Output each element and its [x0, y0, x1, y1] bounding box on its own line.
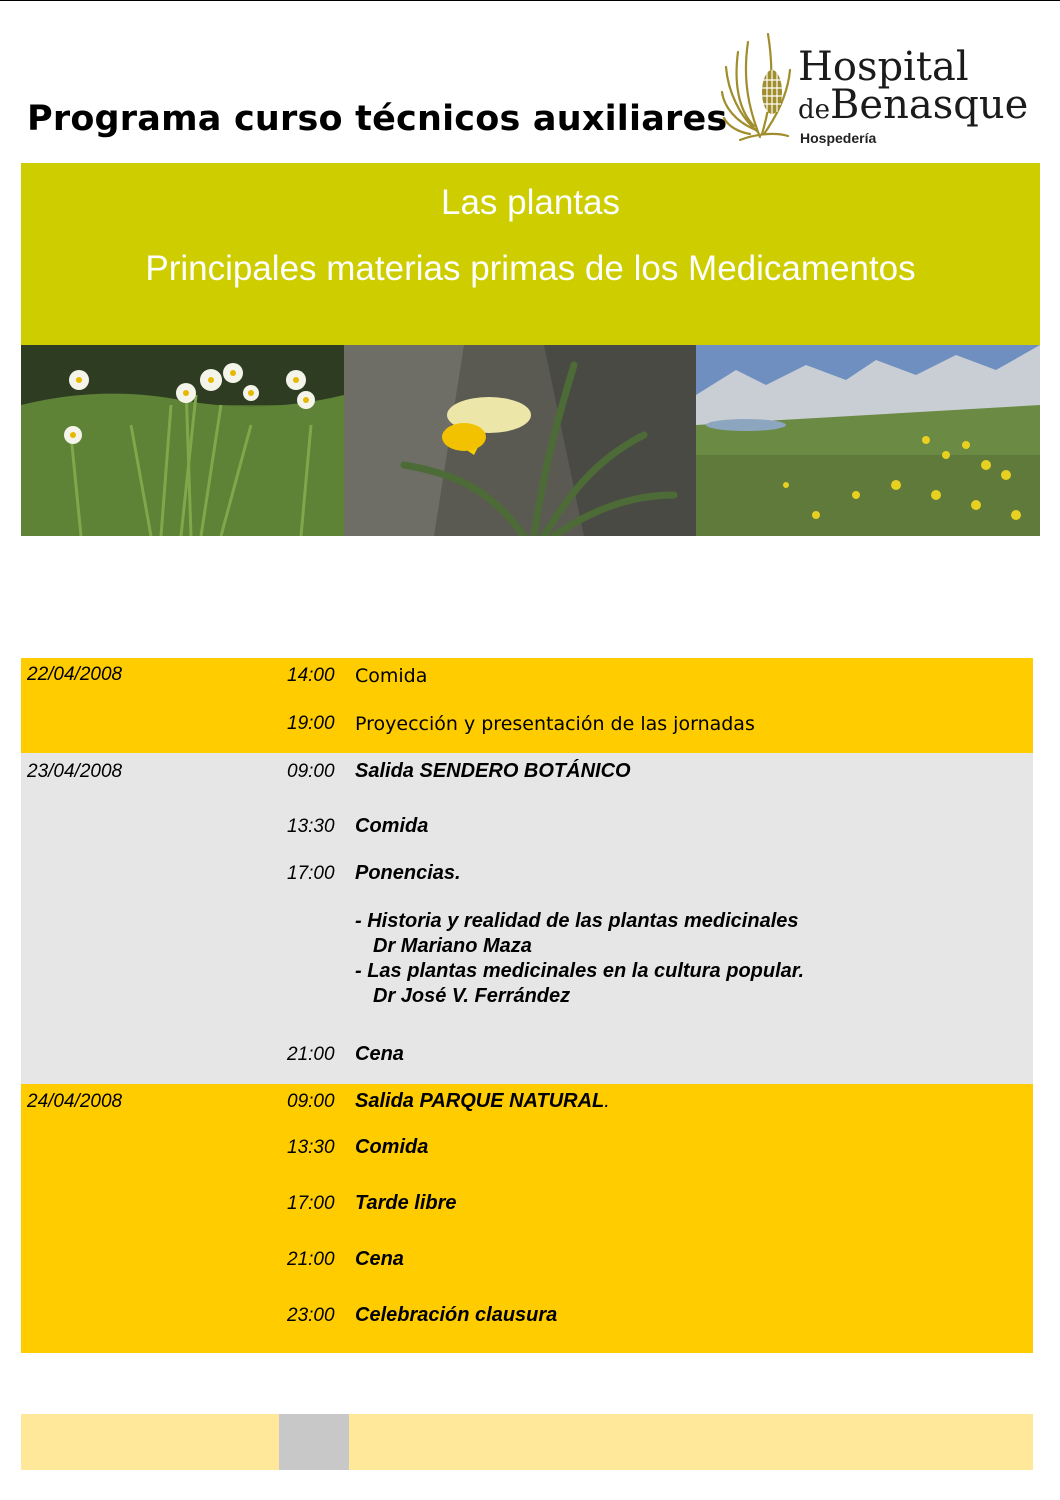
talk-title: - Las plantas medicinales en la cultura popular.: [355, 960, 805, 982]
event-activity: Comida: [355, 665, 428, 687]
event-activity-text: Salida PARQUE NATURAL: [355, 1090, 605, 1112]
logo-de-text: de: [798, 95, 831, 125]
banner-subtitle: Principales materias primas de los Medicamentos: [145, 249, 916, 288]
event-time: 13:30: [287, 1137, 335, 1158]
schedule-day-1: [21, 658, 1033, 753]
footer-band: [21, 1414, 1033, 1470]
event-activity-suffix: .: [604, 1090, 610, 1112]
event-activity: Comida: [355, 815, 429, 837]
logo-benasque-text: [798, 82, 1028, 128]
hospital-logo: [720, 22, 1040, 152]
event-activity: [355, 1090, 610, 1113]
event-activity: Tarde libre: [355, 1192, 457, 1214]
logo-benasque-word: Benasque: [830, 82, 1029, 128]
schedule-day-3: [21, 1084, 1033, 1353]
logo-hospederia-text: Hospedería: [800, 130, 877, 146]
event-activity: Ponencias.: [355, 862, 461, 884]
event-time: 17:00: [287, 863, 335, 884]
event-activity: Proyección y presentación de las jornadas: [355, 713, 755, 735]
day-date: 24/04/2008: [27, 1091, 123, 1112]
event-activity: Celebración clausura: [355, 1304, 558, 1326]
photo-yellow-daffodil-closeup: [344, 345, 696, 536]
title-banner: [21, 163, 1040, 345]
event-time: 21:00: [287, 1044, 335, 1065]
schedule-day-2: [21, 753, 1033, 1084]
event-time: 23:00: [287, 1305, 335, 1326]
talk-speaker: Dr José V. Ferrández: [373, 985, 571, 1007]
talk-speaker: Dr Mariano Maza: [373, 935, 532, 957]
photo-mountain-meadow-daffodils: [696, 345, 1040, 536]
event-activity: Cena: [355, 1043, 404, 1065]
photo-white-daffodils: [21, 345, 344, 536]
banner-title: Las plantas: [440, 183, 621, 222]
top-rule: [0, 0, 1060, 1]
event-time: 13:30: [287, 816, 335, 837]
day-date: 22/04/2008: [27, 664, 123, 685]
event-time: 14:00: [287, 665, 335, 686]
talk-title: - Historia y realidad de las plantas medicinales: [355, 910, 799, 932]
event-time: 09:00: [287, 1091, 335, 1112]
event-time: 09:00: [287, 761, 335, 782]
photo-strip: [21, 345, 1040, 536]
event-time: 21:00: [287, 1249, 335, 1270]
day-date: 23/04/2008: [27, 761, 123, 782]
event-activity: Cena: [355, 1248, 404, 1270]
event-activity: Comida: [355, 1136, 429, 1158]
event-activity: Salida SENDERO BOTÁNICO: [355, 760, 631, 782]
event-time: 17:00: [287, 1193, 335, 1214]
event-time: 19:00: [287, 713, 335, 734]
pinecone-leaf-icon: [720, 22, 800, 147]
footer-grey-block: [279, 1414, 349, 1470]
logo-hospital-text: Hospital: [798, 44, 969, 90]
document-title: Programa curso técnicos auxiliares: [27, 99, 728, 139]
